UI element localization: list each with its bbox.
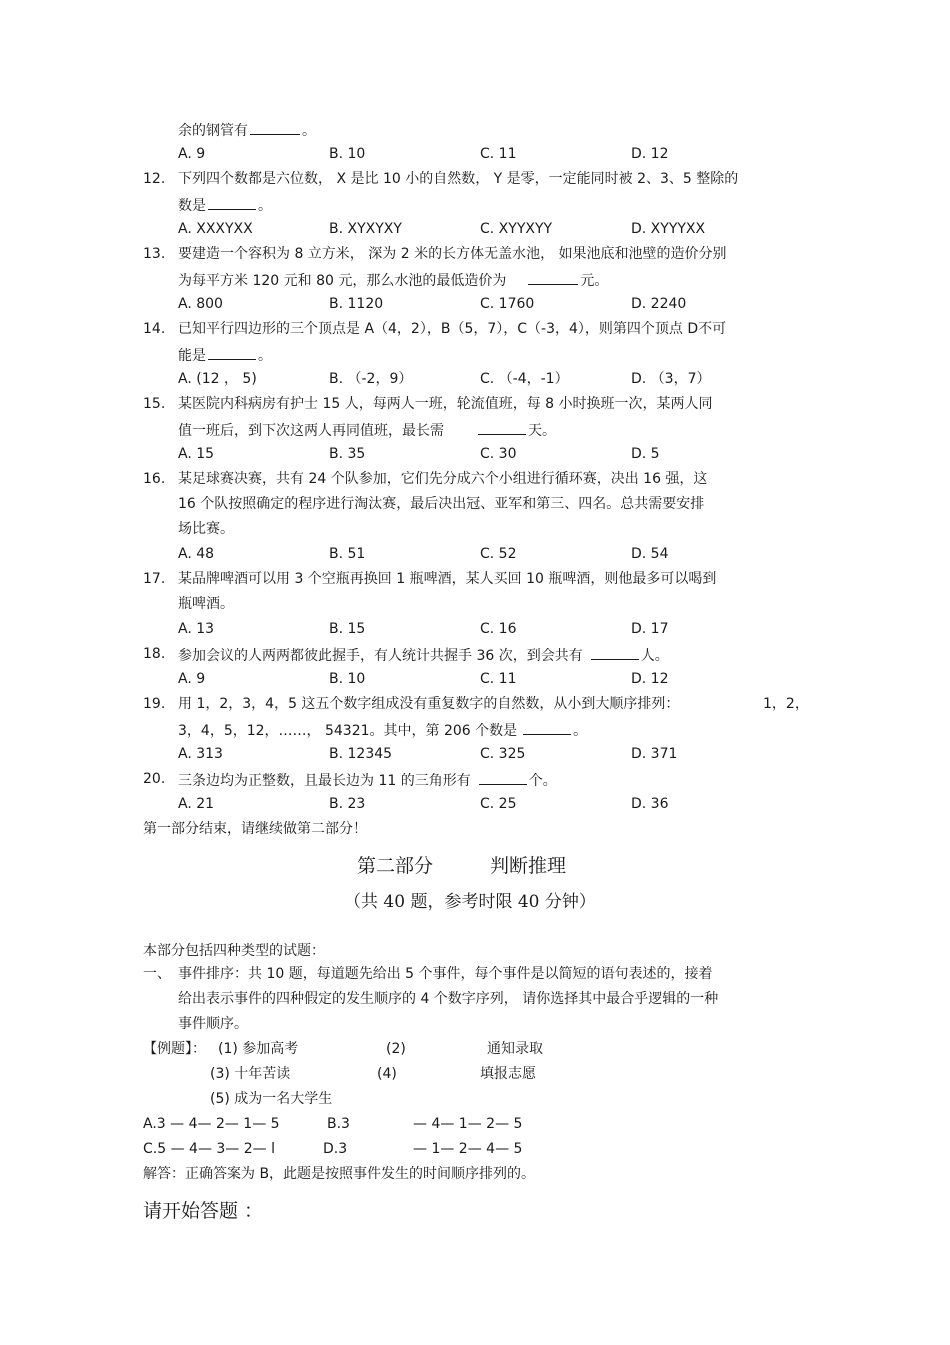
question-19-text-2: 3，4，5，12，……， 54321。其中，第 206 个数是 。 bbox=[178, 720, 587, 740]
q12-option-c: C. XYYXYY bbox=[480, 221, 553, 237]
part-two-title-name: 判断推理 bbox=[490, 855, 567, 877]
q17-option-c: C. 16 bbox=[480, 621, 517, 637]
question-14-text: 已知平行四边形的三个顶点是 A（4，2），B（5，7），C（-3，4），则第四个顶点 D不可 bbox=[178, 321, 727, 337]
start-answering-heading: 请开始答题 ： bbox=[143, 1200, 264, 1222]
q19-option-d: D. 371 bbox=[631, 746, 678, 762]
question-20-text: 三条边均为正整数，且最长边为 11 的三角形有 个。 bbox=[178, 770, 557, 790]
q17-option-a: A. 13 bbox=[178, 621, 215, 637]
question-19-text: 用 1，2，3，4，5 这五个数字组成没有重复数字的自然数，从小到大顺序排列： bbox=[178, 696, 680, 712]
q18-option-d: D. 12 bbox=[631, 671, 669, 687]
q16-option-d: D. 54 bbox=[631, 546, 669, 562]
example-option-b: B.3 bbox=[327, 1116, 350, 1132]
section-one-text-3: 事件顺序。 bbox=[178, 1016, 248, 1032]
question-12-text: 下列四个数都是六位数， X 是比 10 小的自然数， Y 是零，一定能同时被 2、3、5 整除的 bbox=[178, 171, 739, 187]
part-two-subtitle: （共 40 题，参考时限 40 分钟） bbox=[344, 892, 596, 912]
q12-option-a: A. XXXYXX bbox=[178, 221, 253, 237]
part-two-intro: 本部分包括四种类型的试题： bbox=[143, 943, 325, 959]
q19-option-b: B. 12345 bbox=[329, 746, 393, 762]
question-15-text-2: 值一班后，到下次这两人再同值班，最长需 天。 bbox=[178, 420, 556, 440]
question-20-number: 20. bbox=[143, 771, 166, 787]
example-answer: 解答：正确答案为 B，此题是按照事件发生的时间顺序排列的。 bbox=[143, 1166, 536, 1182]
section-one-number: 一、 bbox=[143, 966, 171, 982]
question-13-text-2: 为每平方米 120 元和 80 元，那么水池的最低造价为 元。 bbox=[178, 270, 608, 290]
question-15-text: 某医院内科病房有护士 15 人，每两人一班，轮流值班，每 8 小时换班一次，某两人同 bbox=[178, 396, 713, 412]
example-option-d-sequence: — 1— 2— 4— 5 bbox=[413, 1141, 523, 1157]
example-event-4-number: (4) bbox=[377, 1066, 397, 1082]
q16-option-a: A. 48 bbox=[178, 546, 215, 562]
q13-option-d: D. 2240 bbox=[631, 296, 687, 312]
question-16-text-2: 16 个队按照确定的程序进行淘汰赛，最后决出冠、亚军和第三、四名。总共需要安排 bbox=[178, 496, 705, 512]
q19-option-a: A. 313 bbox=[178, 746, 223, 762]
q14-option-a: A. (12 ， 5) bbox=[178, 371, 257, 387]
q18-option-c: C. 11 bbox=[480, 671, 517, 687]
question-16-text-3: 场比赛。 bbox=[178, 521, 234, 537]
part-one-end-note: 第一部分结束，请继续做第二部分！ bbox=[143, 821, 367, 837]
q13-option-b: B. 1120 bbox=[329, 296, 384, 312]
example-option-d: D.3 bbox=[323, 1141, 348, 1157]
q11-option-d: D. 12 bbox=[631, 146, 669, 162]
example-event-1: (1) 参加高考 bbox=[218, 1041, 299, 1057]
q14-option-d: D. （3，7） bbox=[631, 371, 711, 387]
example-event-2: 通知录取 bbox=[487, 1041, 543, 1057]
question-16-number: 16. bbox=[143, 471, 166, 487]
question-14-text-2: 能是 。 bbox=[178, 345, 272, 365]
q15-option-a: A. 15 bbox=[178, 446, 215, 462]
example-option-b-sequence: — 4— 1— 2— 5 bbox=[413, 1116, 523, 1132]
q15-option-c: C. 30 bbox=[480, 446, 517, 462]
q19-option-c: C. 325 bbox=[480, 746, 526, 762]
question-18-text: 参加会议的人两两都彼此握手，有人统计共握手 36 次，到会共有 人。 bbox=[178, 645, 669, 665]
part-two-title: 第二部分 bbox=[357, 855, 434, 877]
example-option-c: C.5 — 4— 3— 2— l bbox=[143, 1141, 275, 1157]
example-label: 【例题】： bbox=[143, 1041, 206, 1057]
q12-option-b: B. XYXYXY bbox=[329, 221, 402, 237]
q11-option-b: B. 10 bbox=[329, 146, 366, 162]
q20-option-c: C. 25 bbox=[480, 796, 517, 812]
question-14-number: 14. bbox=[143, 321, 166, 337]
question-19-text-end: 1，2， bbox=[763, 696, 809, 712]
q20-option-d: D. 36 bbox=[631, 796, 669, 812]
q12-option-d: D. XYYYXX bbox=[631, 221, 706, 237]
example-option-a: A.3 — 4— 2— 1— 5 bbox=[143, 1116, 280, 1132]
question-17-number: 17. bbox=[143, 571, 166, 587]
q17-option-b: B. 15 bbox=[329, 621, 366, 637]
question-13-number: 13. bbox=[143, 246, 166, 262]
section-one-text-2: 给出表示事件的四种假定的发生顺序的 4 个数字序列， 请你选择其中最合乎逻辑的一种 bbox=[178, 991, 719, 1007]
question-16-text: 某足球赛决赛，共有 24 个队参加，它们先分成六个小组进行循环赛，决出 16 强，这 bbox=[178, 471, 708, 487]
question-12-text-2: 数是 。 bbox=[178, 195, 272, 215]
q15-option-d: D. 5 bbox=[631, 446, 660, 462]
question-13-text: 要建造一个容积为 8 立方米， 深为 2 米的长方体无盖水池， 如果池底和池壁的造价分别 bbox=[178, 246, 727, 262]
q20-option-b: B. 23 bbox=[329, 796, 366, 812]
q11-option-c: C. 11 bbox=[480, 146, 517, 162]
example-event-3: (3) 十年苦读 bbox=[210, 1066, 291, 1082]
question-11-continued: 余的钢管有 。 bbox=[178, 120, 316, 140]
question-18-number: 18. bbox=[143, 646, 166, 662]
example-event-4: 填报志愿 bbox=[480, 1066, 536, 1082]
q16-option-c: C. 52 bbox=[480, 546, 517, 562]
question-19-number: 19. bbox=[143, 696, 166, 712]
q14-option-c: C. （-4，-1） bbox=[480, 371, 569, 387]
example-event-2-number: (2) bbox=[386, 1041, 406, 1057]
question-12-number: 12. bbox=[143, 171, 166, 187]
question-17-text: 某品牌啤酒可以用 3 个空瓶再换回 1 瓶啤酒，某人买回 10 瓶啤酒，则他最多可以喝到 bbox=[178, 571, 717, 587]
q15-option-b: B. 35 bbox=[329, 446, 366, 462]
section-one-text: 事件排序：共 10 题，每道题先给出 5 个事件，每个事件是以简短的语句表述的，接着 bbox=[178, 966, 713, 982]
q14-option-b: B. （-2，9） bbox=[329, 371, 413, 387]
example-event-5: (5) 成为一名大学生 bbox=[210, 1091, 333, 1107]
question-17-text-2: 瓶啤酒。 bbox=[178, 596, 234, 612]
q20-option-a: A. 21 bbox=[178, 796, 215, 812]
q18-option-b: B. 10 bbox=[329, 671, 366, 687]
q13-option-c: C. 1760 bbox=[480, 296, 535, 312]
q11-option-a: A. 9 bbox=[178, 146, 206, 162]
q18-option-a: A. 9 bbox=[178, 671, 206, 687]
q17-option-d: D. 17 bbox=[631, 621, 669, 637]
question-15-number: 15. bbox=[143, 396, 166, 412]
q16-option-b: B. 51 bbox=[329, 546, 366, 562]
q13-option-a: A. 800 bbox=[178, 296, 223, 312]
